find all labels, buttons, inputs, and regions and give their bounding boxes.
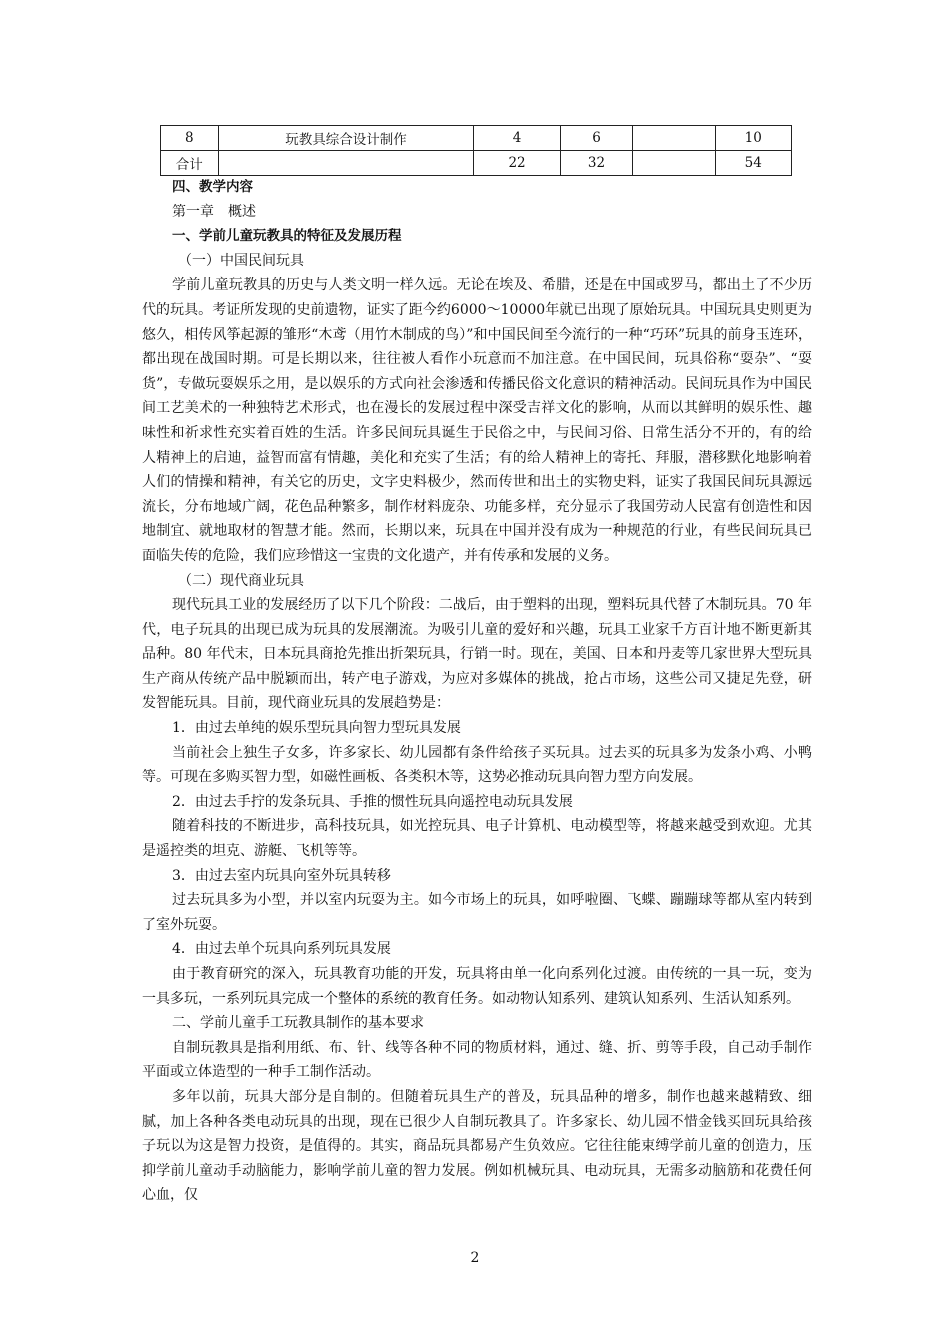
table-cell: 22: [474, 151, 560, 176]
paragraph: 现代玩具工业的发展经历了以下几个阶段：二战后，由于塑料的出现，塑料玩具代替了木制玩具。70 年代，电子玩具的出现已成为玩具的发展潮流。为吸引儿童的爱好和兴趣，玩具工业家千方百计地不断更新其品种。80 年代末，日本玩具商抢先推出折架玩具，行销一时。现在，美国、日本和丹麦等几家世界大型玩具生产商从传统产品中脱颖而出，转产电子游戏，为应对多媒体的挑战，抢占市场，这些公司又捷足先登，研发智能玩具。目前，现代商业玩具的发展趋势是：: [142, 597, 812, 712]
table-cell: 合计: [161, 151, 219, 176]
course-hours-table: [160, 125, 792, 176]
table-cell: 10: [715, 126, 792, 151]
table-cell: 玩教具综合设计制作: [218, 126, 474, 151]
table-cell: [633, 151, 715, 176]
table-cell: 54: [715, 151, 792, 176]
paragraph: 自制玩教具是指利用纸、布、针、线等各种不同的物质材料，通过、缝、折、剪等手段，自己动手制作平面或立体造型的一种手工制作活动。: [142, 1039, 812, 1081]
trend-item: 3．由过去室内玩具向室外玩具转移: [172, 867, 391, 884]
paragraph: 随着科技的不断进步，高科技玩具，如光控玩具、电子计算机、电动模型等，将越来越受到欢迎。尤其是遥控类的坦克、游艇、飞机等等。: [142, 818, 812, 860]
table-cell: 8: [161, 126, 219, 151]
paragraph: 当前社会上独生子女多，许多家长、幼儿园都有条件给孩子买玩具。过去买的玩具多为发条小鸡、小鸭等。可现在多购买智力型，如磁性画板、各类积木等，这势必推动玩具向智力型方向发展。: [142, 744, 812, 786]
page-number: 2: [470, 1250, 480, 1266]
table-cell: [633, 126, 715, 151]
paragraph: 学前儿童玩教具的历史与人类文明一样久远。无论在埃及、希腊，还是在中国或罗马，都出土了不少历代的玩具。考证所发现的史前遗物，证实了距今约6000～10000年就已出现了原始玩具。中国玩具史则更为悠久，相传风筝起源的雏形“木鸢（用竹木制成的鸟）”和中国民间至今流行的一种“巧环”玩具的前身玉连环，都出现在战国时期。可是长期以来，往往被人看作小玩意而不加注意。在中国民间，玩具俗称“耍杂”、“耍货”，专做玩耍娱乐之用，是以娱乐的方式向社会渗透和传播民俗文化意识的精神活动。民间玩具作为中国民间工艺美术的一种独特艺术形式，也在漫长的发展过程中深受吉祥文化的影响，从而以其鲜明的娱乐性、趣味性和祈求性充实着百姓的生活。许多民间玩具诞生于民俗之中，与民间习俗、日常生活分不开的，有的给人精神上的启迪，益智而富有情趣，美化和充实了生活；有的给人精神上的寄托、拜服，潜移默化地影响着人们的情操和精神，有关它的历史，文字史料极少，然而传世和出土的实物史料，证实了我国民间玩具源远流长，分布地域广阔，花色品种繁多，制作材料庞杂、功能多样，充分显示了我国劳动人民富有创造性和因地制宜、就地取材的智慧才能。然而，长期以来，玩具在中国并没有成为一种规范的行业，有些民间玩具已面临失传的危险，我们应珍惜这一宝贵的文化遗产，并有传承和发展的义务。: [142, 277, 812, 564]
table-row: [161, 126, 792, 151]
table-cell: 32: [560, 151, 633, 176]
section-heading: 四、教学内容: [172, 179, 253, 195]
trend-item: 2．由过去手拧的发条玩具、手推的惯性玩具向遥控电动玩具发展: [172, 793, 573, 810]
document-body: [142, 175, 812, 1208]
heading-features-history: 一、学前儿童玩教具的特征及发展历程: [172, 228, 402, 245]
subheading-commercial-toys: （二）现代商业玩具: [178, 572, 304, 589]
table-cell: 6: [560, 126, 633, 151]
trend-item: 4．由过去单个玩具向系列玩具发展: [172, 941, 391, 958]
paragraph: 多年以前，玩具大部分是自制的。但随着玩具生产的普及，玩具品种的增多，制作也越来越精致、细腻，加上各种各类电动玩具的出现，现在已很少人自制玩教具了。许多家长、幼儿园不惜金钱买回玩具给孩子玩以为这是智力投资，是值得的。其实，商品玩具都易产生负效应。它往往能束缚学前儿童的创造力，压抑学前儿童动手动脑能力，影响学前儿童的智力发展。例如机械玩具、电动玩具，无需多动脑筋和花费任何心血，仅: [142, 1088, 812, 1204]
table-row: [161, 151, 792, 176]
heading-basic-requirements: 二、学前儿童手工玩教具制作的基本要求: [172, 1015, 424, 1032]
paragraph: 由于教育研究的深入，玩具教育功能的开发，玩具将由单一化向系列化过渡。由传统的一具一玩，变为一具多玩，一系列玩具完成一个整体的系统的教育任务。如动物认知系列、建筑认知系列、生活认知系列。: [142, 966, 812, 1007]
subheading-folk-toys: （一）中国民间玩具: [178, 252, 304, 269]
table-cell: 4: [474, 126, 560, 151]
trend-item: 1．由过去单纯的娱乐型玩具向智力型玩具发展: [172, 720, 461, 737]
chapter-title: 第一章 概述: [172, 203, 256, 220]
paragraph: 过去玩具多为小型，并以室内玩耍为主。如今市场上的玩具，如呼啦圈、飞蝶、蹦蹦球等都从室内转到了室外玩耍。: [142, 892, 812, 933]
table-cell: [218, 151, 474, 176]
